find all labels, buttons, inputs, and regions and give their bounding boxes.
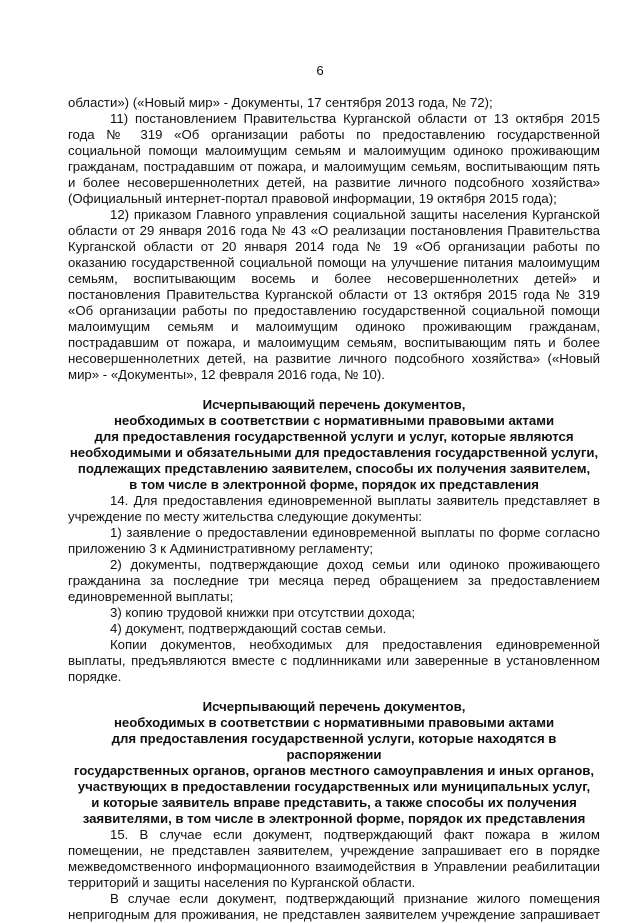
heading-line: государственных органов, органов местного самоуправления и иных органов, xyxy=(73,763,595,778)
heading-line: для предоставления государственной услуги, которые находятся в распоряжении xyxy=(111,731,557,762)
paragraph-14-item-1: 1) заявление о предоставлении единовременной выплаты по форме согласно приложению 3 к Административному регламенту; xyxy=(68,525,600,556)
paragraph-14-copies: Копии документов, необходимых для предоставления единовременной выплаты, предъявляются вместе с подлинниками или заверенные в установленном порядке. xyxy=(68,637,600,684)
heading-line: необходимыми и обязательными для предоставления государственной услуги, xyxy=(69,445,599,460)
paragraph-15-continued: В случае если документ, подтверждающий признание жилого помещения непригодным для проживания, не представлен заявителем учреждение запрашивает xyxy=(68,891,600,922)
list-item-12: 12) приказом Главного управления социальной защиты населения Курганской области от 29 января 2016 года № 43 «О реализации постановления Правительства Курганской области от 20 января 2014 года № 19 «Об организации работы по оказанию государственной социальной помощи на улучшение питания малоимущим семьям, воспитывающим восемь и более несовершеннолетних детей» и постановления Правительства Курганской области от 13 октября 2015 года № 319 «Об организации работы по предоставлению государственной социальной помощи малоимущим семьям и малоимущим одиноко проживающим гражданам, пострадавшим от пожара, и малоимущим семьям, воспитывающим пять и более несовершеннолетних детей, на развитие личного подсобного хозяйства» («Новый мир» - «Документы», 12 февраля 2016 года, № 10). xyxy=(68,207,600,382)
document-body xyxy=(68,95,600,923)
heading-line: для предоставления государственной услуги и услуг, которые являются xyxy=(94,429,574,444)
list-item-11: 11) постановлением Правительства Курганской области от 13 октября 2015 года № 319 «Об организации работы по предоставлению государственной социальной помощи малоимущим семьям и малоимущим одиноко проживающим гражданам, пострадавшим от пожара, и малоимущим семьям, воспитывающим пять и более несовершеннолетних детей, на развитие личного подсобного хозяйства» (Официальный интернет-портал правовой информации, 19 октября 2015 года); xyxy=(68,111,600,206)
heading-line: в том числе в электронной форме, порядок их представления xyxy=(129,477,539,492)
heading-line: необходимых в соответствии с нормативными правовыми актами xyxy=(113,715,555,730)
page-number: 6 xyxy=(316,63,324,78)
paragraph-14: 14. Для предоставления единовременной выплаты заявитель представляет в учреждение по месту жительства следующие документы: xyxy=(68,493,600,524)
section-heading-2 xyxy=(68,699,600,827)
heading-line: необходимых в соответствии с нормативными правовыми актами xyxy=(113,413,555,428)
section-heading-1 xyxy=(68,397,600,493)
heading-line: Исчерпывающий перечень документов, xyxy=(202,397,466,412)
paragraph-continuation: области») («Новый мир» - Документы, 17 сентября 2013 года, № 72); xyxy=(68,95,493,110)
heading-line: заявителями, в том числе в электронной форме, порядок их представления xyxy=(82,811,586,826)
paragraph-14-item-3: 3) копию трудовой книжки при отсутствии дохода; xyxy=(110,605,415,620)
spacer xyxy=(68,383,600,397)
paragraph-15: 15. В случае если документ, подтверждающий факт пожара в жилом помещении, не представлен заявителем, учреждение запрашивает его в порядке межведомственного информационного взаимодействия в Управлении реабилитации территорий и защиты населения по Курганской области. xyxy=(68,827,600,890)
heading-line: подлежащих представлению заявителем, способы их получения заявителем, xyxy=(77,461,591,476)
paragraph-14-item-2: 2) документы, подтверждающие доход семьи или одиноко проживающего гражданина за последние три месяца перед обращением за предоставлением единовременной выплаты; xyxy=(68,557,600,604)
heading-line: и которые заявитель вправе представить, а также способы их получения xyxy=(91,795,577,810)
heading-line: Исчерпывающий перечень документов, xyxy=(202,699,466,714)
spacer xyxy=(68,685,600,699)
heading-line: участвующих в предоставлении государственных или муниципальных услуг, xyxy=(77,779,591,794)
paragraph-14-item-4: 4) документ, подтверждающий состав семьи. xyxy=(110,621,387,636)
